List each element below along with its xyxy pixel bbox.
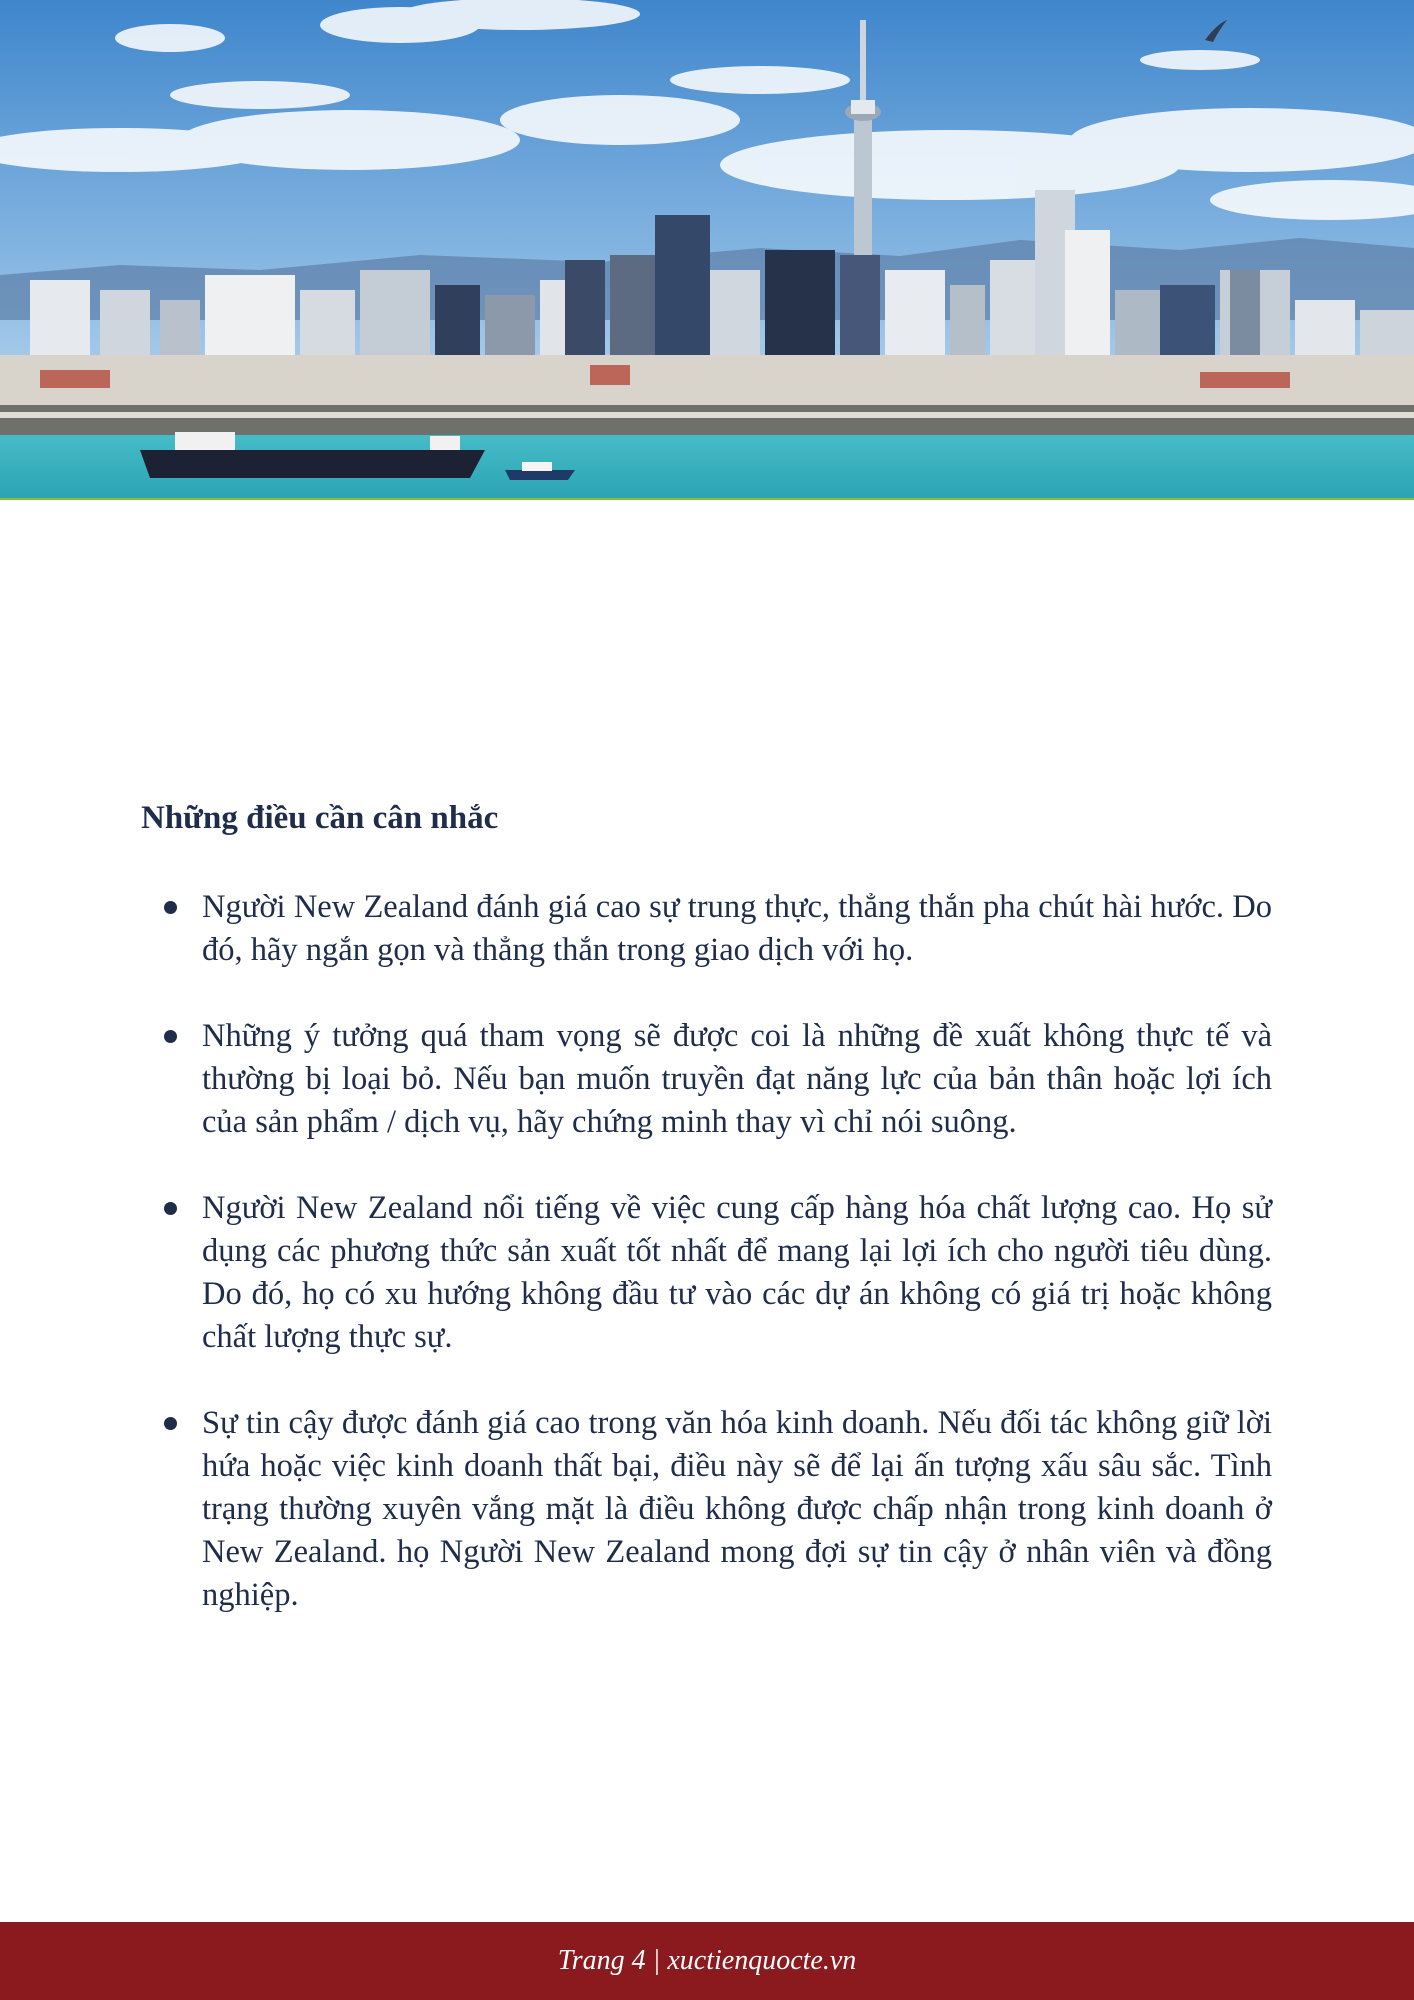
list-item-text: Người New Zealand nổi tiếng về việc cung cấp hàng hóa chất lượng cao. Họ sử dụng các phương thức sản xuất tốt nhất để mang lại lợi ích cho người tiêu dùng. Do đó, họ có xu hướng không đầu tư vào các dự án không có giá trị hoặc không chất lượng thực sự.	[202, 1190, 1272, 1355]
list-item	[141, 1015, 1272, 1144]
list-item	[141, 886, 1272, 972]
considerations-list	[141, 886, 1272, 1660]
bullet-icon	[164, 901, 177, 914]
hero-city-image	[0, 0, 1414, 500]
bullet-icon	[164, 1417, 177, 1430]
bullet-icon	[164, 1202, 177, 1215]
bullet-icon	[164, 1030, 177, 1043]
list-item	[141, 1187, 1272, 1359]
list-item-text: Những ý tưởng quá tham vọng sẽ được coi là những đề xuất không thực tế và thường bị loại bỏ. Nếu bạn muốn truyền đạt năng lực của bản thân hoặc lợi ích của sản phẩm / dịch vụ, hãy chứng minh thay vì chỉ nói suông.	[202, 1018, 1272, 1140]
section-title: Những điều cần cân nhắc	[141, 800, 499, 836]
list-item-text: Sự tin cậy được đánh giá cao trong văn hóa kinh doanh. Nếu đối tác không giữ lời hứa hoặc việc kinh doanh thất bại, điều này sẽ để lại ấn tượng xấu sâu sắc. Tình trạng thường xuyên vắng mặt là điều không được chấp nhận trong kinh doanh ở New Zealand. họ Người New Zealand mong đợi sự tin cậy ở nhân viên và đồng nghiệp.	[202, 1405, 1272, 1613]
list-item	[141, 1402, 1272, 1617]
footer-page-label: Trang 4 | xuctienquocte.vn	[557, 1945, 857, 1976]
page-footer	[0, 1922, 1414, 2000]
list-item-text: Người New Zealand đánh giá cao sự trung thực, thẳng thắn pha chút hài hước. Do đó, hãy ngắn gọn và thẳng thắn trong giao dịch với họ.	[202, 889, 1272, 968]
